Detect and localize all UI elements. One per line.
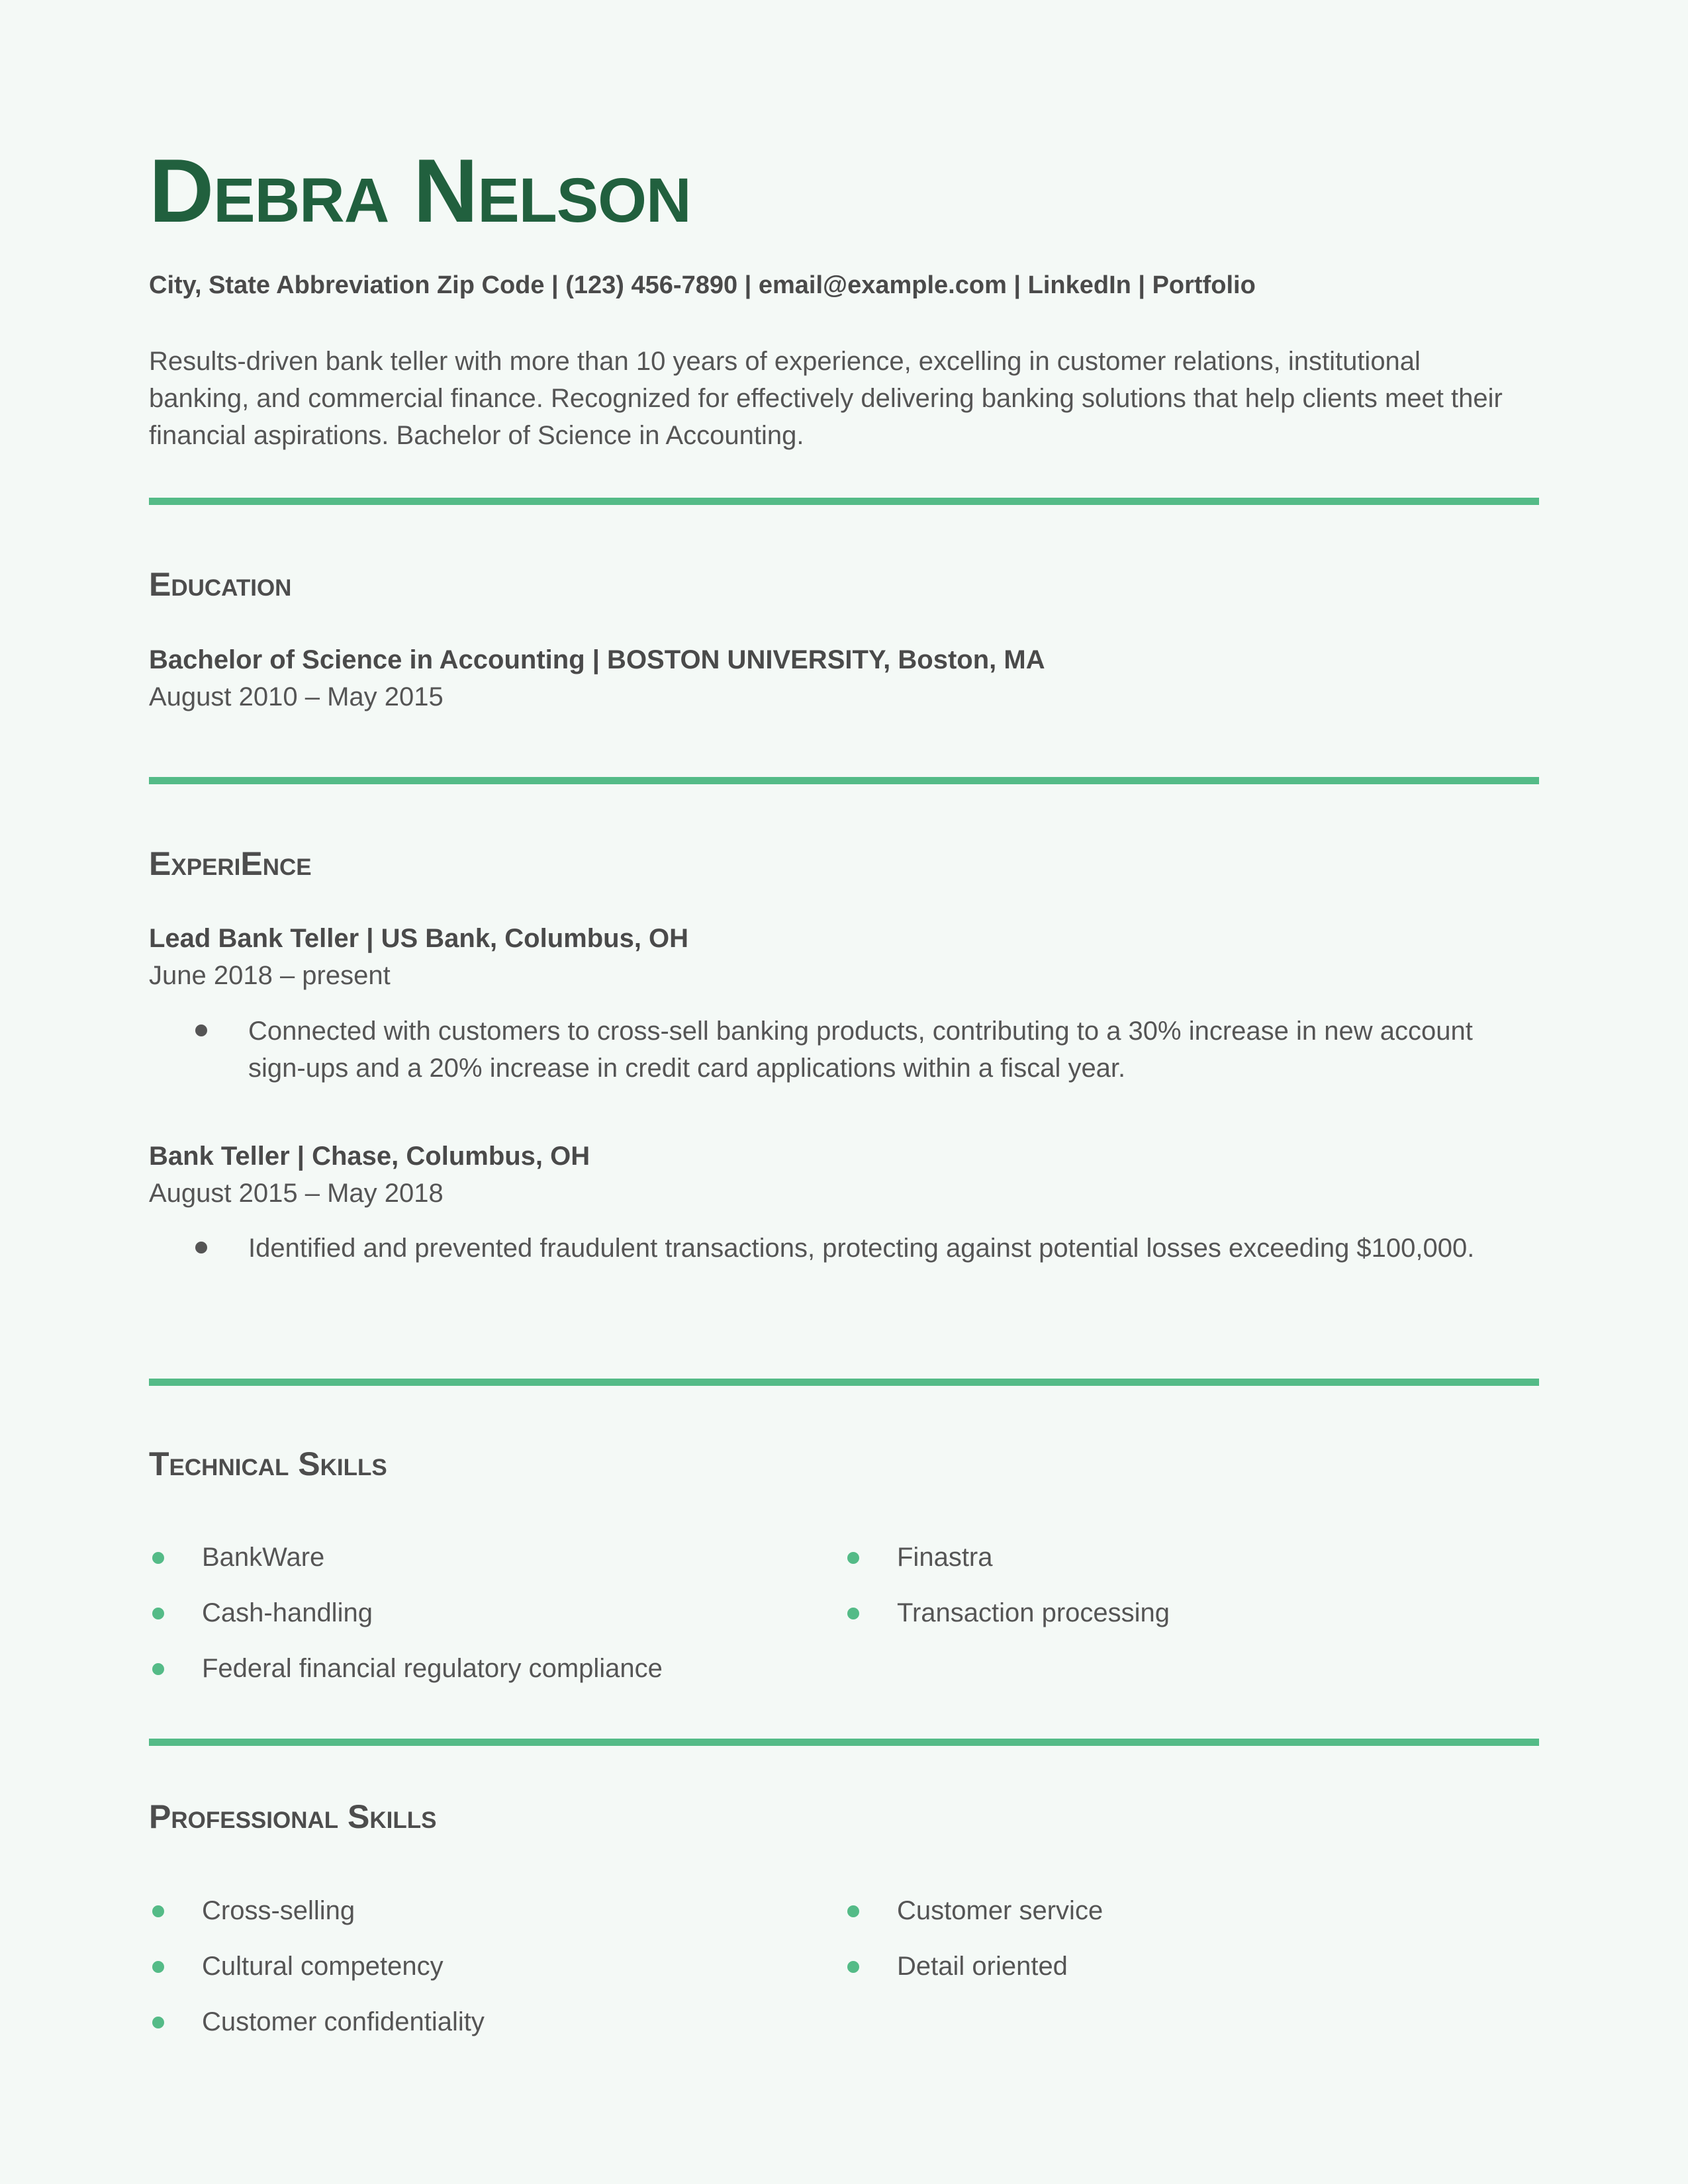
experience-title: ExperiEnce <box>149 845 312 882</box>
skill-label: BankWare <box>202 1543 325 1572</box>
education-title: Education <box>149 566 292 603</box>
skill-label: Federal financial regulatory compliance <box>202 1654 663 1683</box>
bullet-icon <box>152 1905 164 1917</box>
skill-label: Cultural competency <box>202 1952 444 1981</box>
job-heading: Lead Bank Teller | US Bank, Columbus, OH <box>149 924 689 953</box>
education-degree: Bachelor of Science in Accounting | BOSTON UNIVERSITY, Boston, MA <box>149 645 1045 674</box>
section-divider <box>149 1379 1539 1386</box>
job-dates: June 2018 – present <box>149 961 391 990</box>
candidate-name: Debra Nelson <box>149 140 691 241</box>
contact-line: City, State Abbreviation Zip Code | (123) 456-7890 | email@example.com | LinkedIn | Portfolio <box>149 271 1256 299</box>
skill-label: Customer confidentiality <box>202 2007 485 2036</box>
skill-label: Cross-selling <box>202 1896 355 1925</box>
bullet-icon <box>847 1905 859 1917</box>
bullet-icon <box>152 1608 164 1619</box>
job-bullet-text: Connected with customers to cross-sell banking products, contributing to a 30% increase in new account sign-ups and a 20% increase in credit card applications within a fiscal year. <box>248 1017 1473 1083</box>
section-divider <box>149 777 1539 784</box>
skill-label: Detail oriented <box>897 1952 1068 1981</box>
skill-label: Cash-handling <box>202 1598 373 1627</box>
skill-label: Transaction processing <box>897 1598 1170 1627</box>
bullet-icon <box>195 1024 207 1036</box>
bullet-icon <box>152 1961 164 1973</box>
section-divider <box>149 498 1539 505</box>
bullet-icon <box>195 1242 207 1253</box>
section-divider <box>149 1739 1539 1746</box>
education-dates: August 2010 – May 2015 <box>149 682 444 711</box>
bullet-icon <box>847 1552 859 1564</box>
bullet-icon <box>152 1552 164 1564</box>
skill-label: Finastra <box>897 1543 993 1572</box>
job-heading: Bank Teller | Chase, Columbus, OH <box>149 1142 590 1171</box>
job-dates: August 2015 – May 2018 <box>149 1179 444 1208</box>
skill-label: Customer service <box>897 1896 1103 1925</box>
technical-skills-title: Technical Skills <box>149 1445 387 1482</box>
summary-paragraph: Results-driven bank teller with more than 10 years of experience, excelling in customer relations, institutional banking, and commercial finance. Recognized for effectively delivering banking solutions that help clients meet their financial aspirations. Bachelor of Science in Accounting. <box>149 347 1503 450</box>
job-bullet-text: Identified and prevented fraudulent transactions, protecting against potential losses exceeding $100,000. <box>248 1234 1475 1263</box>
bullet-icon <box>847 1961 859 1973</box>
professional-skills-title: Professional Skills <box>149 1798 437 1835</box>
bullet-icon <box>152 2017 164 2028</box>
bullet-icon <box>152 1663 164 1675</box>
bullet-icon <box>847 1608 859 1619</box>
